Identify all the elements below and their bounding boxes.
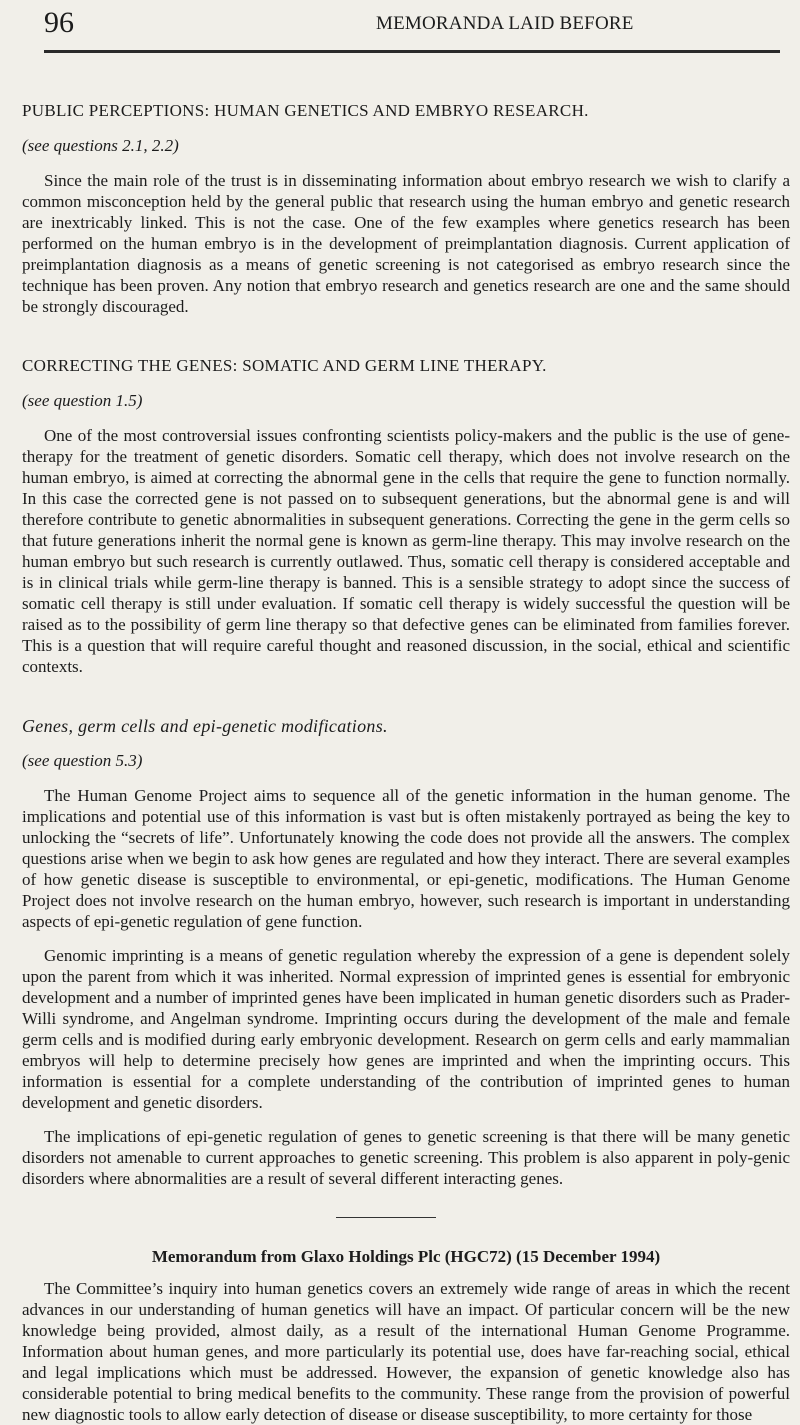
body-paragraph: The Human Genome Project aims to sequence all of the genetic information in the human genome. The implications and potential use of this information is vast but is often mistakenly portrayed as being the key to unlocking the “secrets of life”. Unfortunately knowing the code does not provide all the answers. The complex questions arise when we begin to ask how genes are regulated and how they interact. There are several examples of how genetic disease is susceptible to environmental, or epi-genetic, modifications. The Human Genome Project does not involve research on the human embryo, however, such research is important in understanding aspects of epi-genetic regulation of gene function. [22, 786, 790, 931]
body-paragraph: One of the most controversial issues confronting scientists policy-makers and the public is the use of gene-therapy for the treatment of genetic disorders. Somatic cell therapy, which does not involve research on the human embryo, is aimed at correcting the abnormal gene in the cells that require the gene to function normally. In this case the corrected gene is not passed on to subsequent generations, but the abnormal gene is and will therefore contribute to genetic abnormalities in subsequent generations. Correcting the gene in the germ cells so that future generations inherit the normal gene is known as germ-line therapy. This may involve research on the human embryo but such research is currently outlawed. Thus, somatic cell therapy is considered acceptable and is in clinical trials while germ-line therapy is banned. This is a sensible strategy to adopt since the success of somatic cell therapy is still under evaluation. If somatic cell therapy is widely successful the question will be raised as to the possibility of germ line therapy so that defective genes can be eliminated from families forever. This is a question that will require careful thought and reasoned discussion, in the social, ethical and scientific contexts. [22, 426, 790, 676]
memorandum-title: Memorandum from Glaxo Holdings Plc (HGC72) (15 December 1994) [151, 1247, 661, 1266]
page-number: 96 [44, 6, 74, 39]
section-spacer [22, 317, 790, 355]
section-heading: CORRECTING THE GENES: SOMATIC AND GERM LINE THERAPY. [22, 356, 547, 375]
section-public-perceptions [22, 100, 790, 317]
running-header [22, 0, 790, 54]
question-reference: (see question 5.3) [22, 751, 143, 770]
header-rule [44, 50, 780, 53]
section-divider [336, 1217, 436, 1218]
memorandum-glaxo [22, 1246, 790, 1425]
section-correcting-genes [22, 355, 790, 677]
page-content [22, 100, 790, 1425]
body-paragraph: The implications of epi-genetic regulation of genes to genetic screening is that there will be many genetic disorders not amenable to current approaches to genetic screening. This problem is also apparent in poly-genic disorders where abnormalities are a result of several different interacting genes. [22, 1127, 790, 1188]
question-reference: (see questions 2.1, 2.2) [22, 136, 179, 155]
section-epigenetic [22, 715, 790, 1189]
question-reference: (see question 1.5) [22, 391, 143, 410]
section-heading: Genes, germ cells and epi-genetic modifications. [22, 716, 388, 736]
section-spacer [22, 677, 790, 715]
running-title: MEMORANDA LAID BEFORE [376, 13, 634, 34]
section-heading: PUBLIC PERCEPTIONS: HUMAN GENETICS AND EMBRYO RESEARCH. [22, 101, 589, 120]
memorandum-paragraph: The Committee’s inquiry into human genetics covers an extremely wide range of areas in which the recent advances in our understanding of human genetics will have an impact. Of particular concern will be the new knowledge being provided, almost daily, as a result of the international Human Genome Programme. Information about human genes, and more particularly its potential use, does have far-reaching social, ethical and legal implications which must be addressed. However, the expansion of genetic knowledge also has considerable potential to bring medical benefits to the community. These range from the provision of powerful new diagnostic tools to allow early detection of disease or disease susceptibility, to more certainty for those [22, 1279, 790, 1424]
body-paragraph: Genomic imprinting is a means of genetic regulation whereby the expression of a gene is dependent solely upon the parent from which it was inherited. Normal expression of imprinted genes is essential for embryonic development and a number of imprinted genes have been implicated in human genetic disorders such as Prader-Willi syndrome, and Angelman syndrome. Imprinting occurs during the development of the male and female germ cells and is modified during early embryonic development. Research on germ cells and early mammalian embryos will help to determine precisely how genes are imprinted and when the imprinting occurs. This information is essential for a complete understanding of the contribution of imprinted genes to human development and genetic disorders. [22, 946, 790, 1112]
body-paragraph: Since the main role of the trust is in disseminating information about embryo research we wish to clarify a common misconception held by the general public that research using the human embryo and genetic research are inextricably linked. This is not the case. One of the few examples where genetics research has been performed on the human embryo is in the development of preimplantation diagnosis. Current application of preimplantation diagnosis as a means of genetic screening is not categorised as embryo research since the technique has been proven. Any notion that embryo research and genetics research are one and the same should be strongly discouraged. [22, 171, 790, 316]
